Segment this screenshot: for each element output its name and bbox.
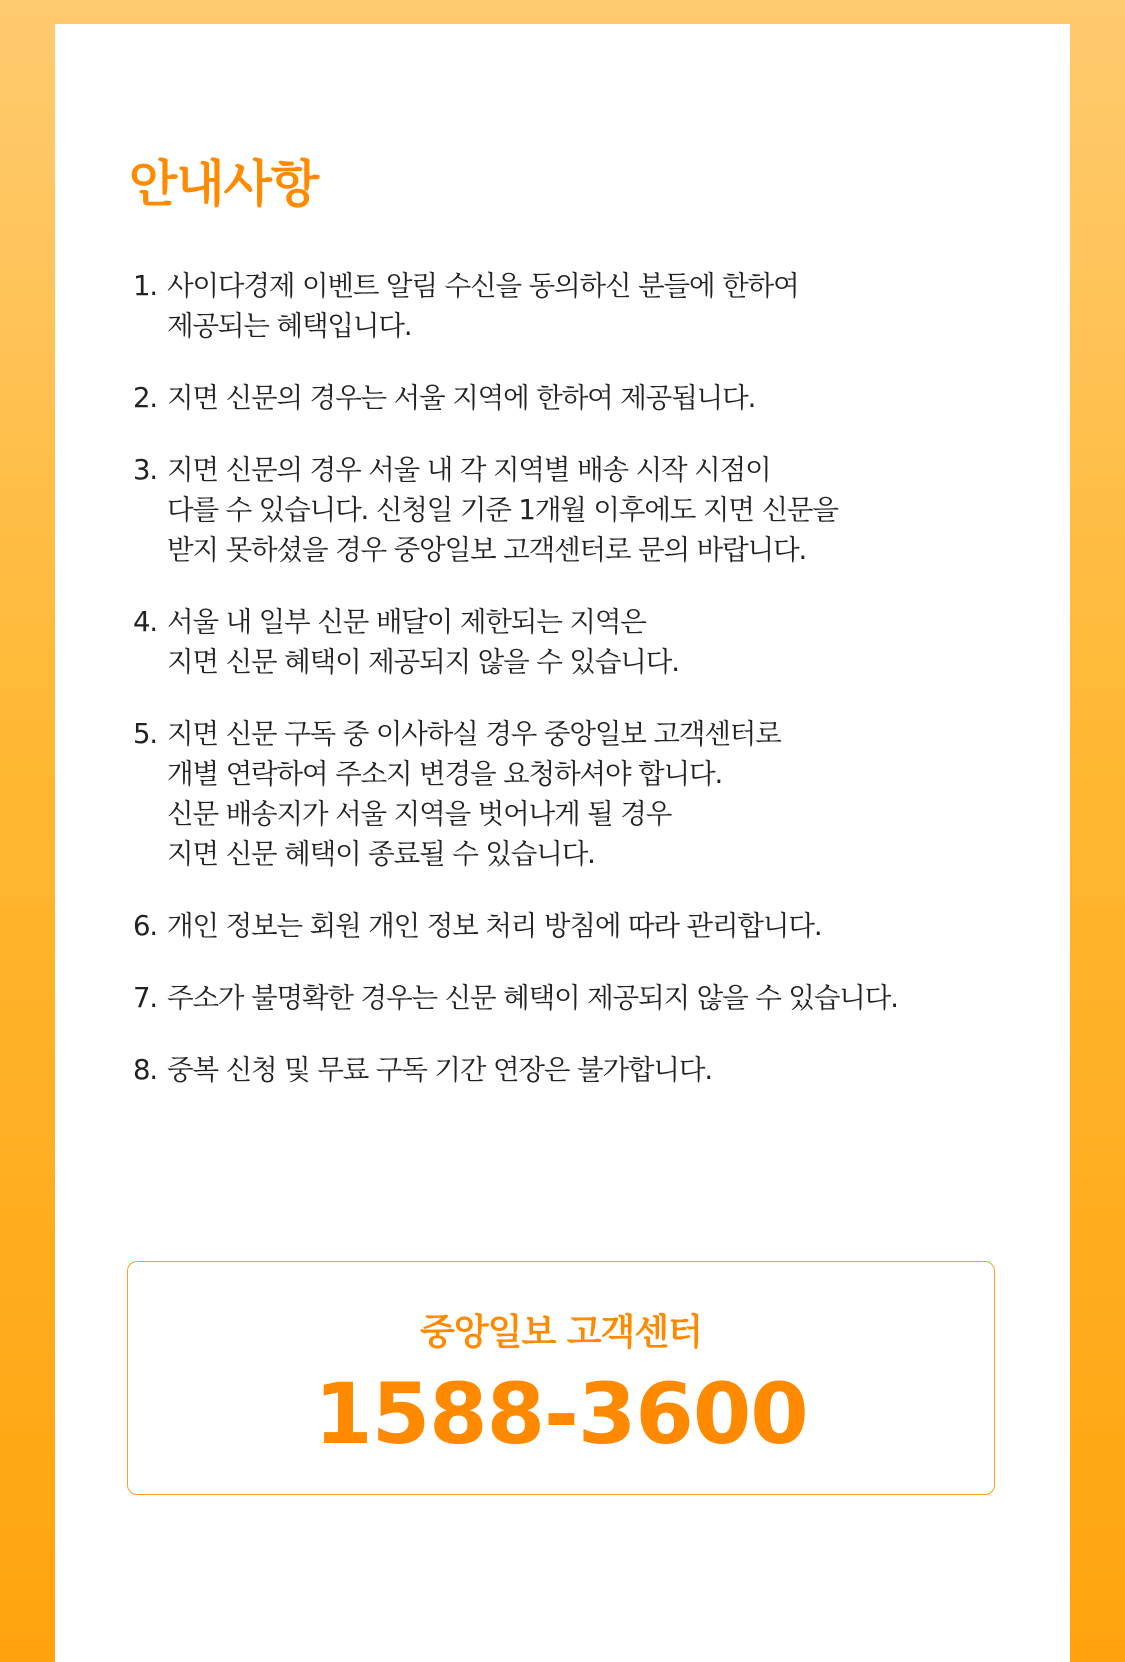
- notice-item-text: 받지 못하셨을 경우 중앙일보 고객센터로 문의 바랍니다.: [167, 534, 807, 566]
- notice-item-number: 5.: [133, 718, 158, 750]
- notice-item-6: [133, 906, 1058, 946]
- notice-item-text: 사이다경제 이벤트 알림 수신을 동의하신 분들에 한하여: [167, 270, 799, 302]
- notice-item-1: [133, 266, 1058, 346]
- notice-item-text: 다를 수 있습니다. 신청일 기준 1개월 이후에도 지면 신문을: [167, 494, 838, 526]
- notice-item-2: [133, 378, 1058, 418]
- notice-item-text: 신문 배송지가 서울 지역을 벗어나게 될 경우: [167, 798, 672, 830]
- notice-item-text: 개별 연락하여 주소지 변경을 요청하셔야 합니다.: [167, 758, 723, 790]
- notice-card: [55, 24, 1070, 1662]
- notice-item-text: 지면 신문의 경우 서울 내 각 지역별 배송 시작 시점이: [167, 454, 771, 486]
- notice-item-number: 7.: [133, 982, 158, 1014]
- notice-item-3: [133, 450, 1058, 570]
- notice-item-8: [133, 1050, 1058, 1090]
- notice-item-number: 1.: [133, 270, 158, 302]
- notice-item-number: 3.: [133, 454, 158, 486]
- customer-center-box: [127, 1261, 995, 1495]
- notice-item-text: 지면 신문의 경우는 서울 지역에 한하여 제공됩니다.: [167, 382, 756, 414]
- notice-item-number: 6.: [133, 910, 158, 942]
- notice-item-text: 주소가 불명확한 경우는 신문 혜택이 제공되지 않을 수 있습니다.: [167, 982, 898, 1014]
- notice-item-text: 지면 신문 구독 중 이사하실 경우 중앙일보 고객센터로: [167, 718, 781, 750]
- notice-item-7: [133, 978, 1058, 1018]
- notice-title: 안내사항: [129, 155, 319, 213]
- notice-item-text: 지면 신문 혜택이 종료될 수 있습니다.: [167, 838, 595, 870]
- notice-item-text: 서울 내 일부 신문 배달이 제한되는 지역은: [167, 606, 646, 638]
- notice-list: [133, 266, 1058, 1122]
- notice-item-text: 지면 신문 혜택이 제공되지 않을 수 있습니다.: [167, 646, 679, 678]
- notice-item-number: 4.: [133, 606, 158, 638]
- notice-item-number: 2.: [133, 382, 158, 414]
- customer-center-phone[interactable]: 1588-3600: [314, 1365, 808, 1463]
- notice-item-4: [133, 602, 1058, 682]
- customer-center-title: 중앙일보 고객센터: [420, 1312, 702, 1353]
- notice-item-number: 8.: [133, 1054, 158, 1086]
- notice-item-5: [133, 714, 1058, 874]
- notice-item-text: 중복 신청 및 무료 구독 기간 연장은 불가합니다.: [167, 1054, 712, 1086]
- notice-item-text: 제공되는 혜택입니다.: [167, 310, 412, 342]
- notice-item-text: 개인 정보는 회원 개인 정보 처리 방침에 따라 관리합니다.: [167, 910, 822, 942]
